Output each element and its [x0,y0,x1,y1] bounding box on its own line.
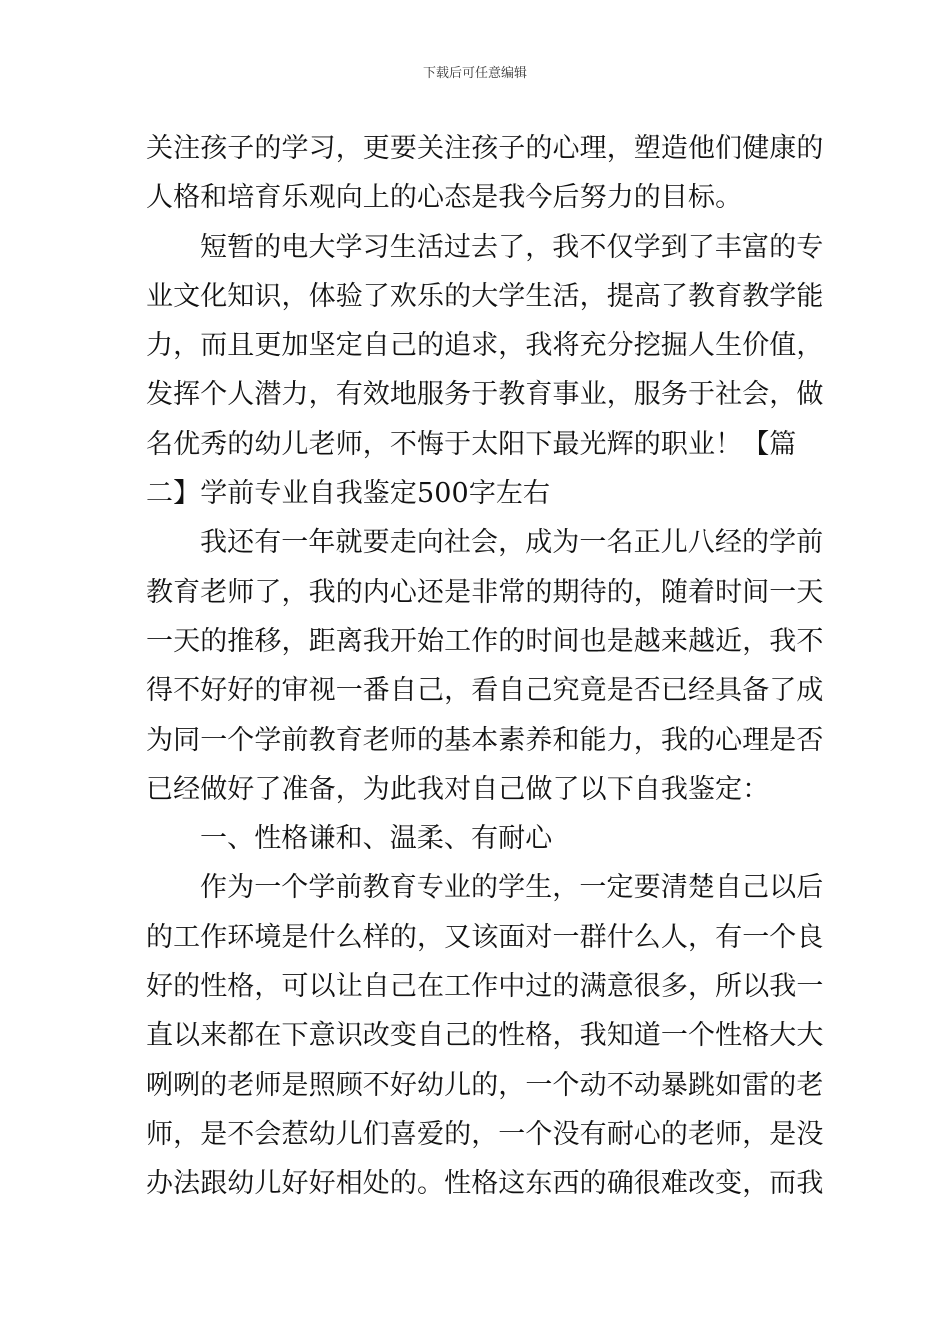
text-line: 关注孩子的学习，更要关注孩子的心理，塑造他们健康的 [146,133,824,164]
text-line: 作为一个学前教育专业的学生，一定要清楚自己以后 [200,872,824,904]
text-line: 我还有一年就要走向社会，成为一名正儿八经的学前 [200,527,824,559]
text-line: 已经做好了准备，为此我对自己做了以下自我鉴定： [146,773,770,805]
page-header: 下载后可任意编辑 [422,66,527,81]
text-line: 直以来都在下意识改变自己的性格，我知道一个性格大大 [146,1020,824,1052]
text-line: 一天的推移，距离我开始工作的时间也是越来越近，我不 [146,625,824,657]
text-line: 为同一个学前教育老师的基本素养和能力，我的心理是否 [146,724,824,756]
text-line: 名优秀的幼儿老师，不悔于太阳下最光辉的职业！【篇 [146,428,797,460]
text-line: 办法跟幼儿好好相处的。性格这东西的确很难改变，而我 [146,1168,824,1200]
text-line: 人格和培育乐观向上的心态是我今后努力的目标。 [146,182,743,214]
section-heading: 一、性格谦和、温柔、有耐心 [200,823,553,855]
text-line: 咧咧的老师是照顾不好幼儿的，一个动不动暴跳如雷的老 [146,1069,824,1101]
text-line: 得不好好的审视一番自己，看自己究竟是否已经具备了成 [146,675,824,707]
text-line: 发挥个人潜力，有效地服务于教育事业，服务于社会，做 [146,379,824,411]
text-line: 教育老师了，我的内心还是非常的期待的，随着时间一天 [146,576,824,608]
text-line: 二】学前专业自我鉴定500字左右 [146,478,551,510]
text-line: 业文化知识，体验了欢乐的大学生活，提高了教育教学能 [146,280,824,312]
text-line: 师，是不会惹幼儿们喜爱的，一个没有耐心的老师，是没 [146,1118,824,1150]
text-line: 好的性格，可以让自己在工作中过的满意很多，所以我一 [146,971,824,1003]
text-line: 力，而且更加坚定自己的追求，我将充分挖掘人生价值， [146,330,824,362]
document-body [146,124,824,1209]
text-line: 的工作环境是什么样的，又该面对一群什么人，有一个良 [146,921,824,953]
text-line: 短暂的电大学习生活过去了，我不仅学到了丰富的专 [200,231,824,263]
